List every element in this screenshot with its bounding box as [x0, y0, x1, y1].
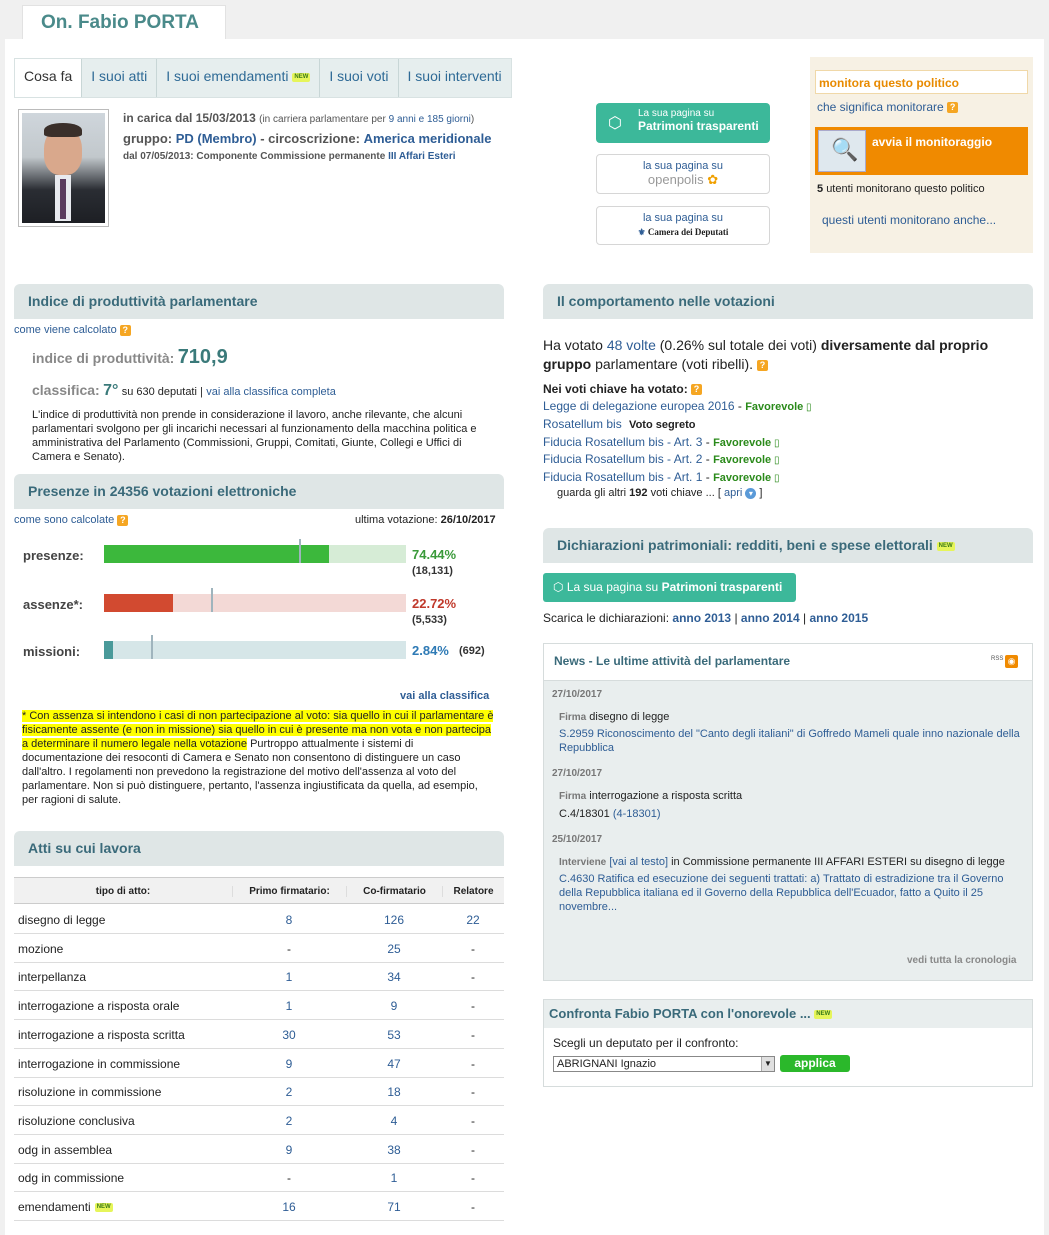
table-row: [14, 1163, 504, 1192]
section-title: Dichiarazioni patrimoniali: redditi, beni e spese elettorali: [557, 537, 933, 553]
co-firmatario-count[interactable]: 38: [387, 1142, 401, 1157]
testo-link[interactable]: [vai al testo]: [609, 856, 669, 868]
compare-header: [544, 1000, 1032, 1028]
presence-bar-fill: [104, 641, 113, 659]
carriera-suffix: ): [470, 114, 475, 125]
circoscrizione-link[interactable]: America meridionale: [363, 131, 492, 146]
co-firmatario-count[interactable]: 4: [390, 1113, 398, 1128]
tab-label: I suoi atti: [91, 68, 148, 84]
relatore-count: -: [471, 970, 475, 985]
primo-firmatario-count[interactable]: 30: [282, 1027, 296, 1042]
section-title: Atti su cui lavora: [28, 840, 141, 856]
table-cell: [346, 970, 442, 984]
atto-type: [18, 1114, 135, 1128]
votes-pct: (0.26% sul totale dei voti): [659, 337, 817, 353]
table-cell: [442, 942, 504, 956]
table-row: [14, 1077, 504, 1106]
thumbs-up-icon: ▯: [803, 402, 812, 413]
thumbs-up-icon: ▯: [771, 438, 780, 449]
relatore-count: -: [471, 1085, 475, 1100]
table-cell: [442, 1057, 504, 1071]
table-row: [14, 1106, 504, 1135]
table-cell: [346, 1200, 442, 1214]
co-firmatario-count[interactable]: 71: [387, 1200, 401, 1214]
presence-count: (692): [459, 645, 485, 657]
tab-cosa-fa[interactable]: [15, 59, 82, 97]
atto-type: [18, 999, 179, 1013]
section-title: Indice di produttività parlamentare: [28, 293, 258, 309]
note-rest: Purtroppo attualmente i sistemi di documentazione dei resoconti di Camera e Senato non consentono di distinguere un caso dall'altro. I regolamenti non prevedono la registrazione del motivo dell'assenza al voto del parlamentare. Non si può distinguere, pertanto, l'assenza ingiustificata da quella, ad esempio, per ragioni di salute.: [22, 738, 478, 806]
co-firmatario-count[interactable]: 9: [390, 999, 398, 1014]
start-monitor-label: avvia il monitoraggio: [872, 135, 993, 149]
apply-button[interactable]: applica: [780, 1055, 850, 1072]
start-monitor-button[interactable]: [815, 127, 1028, 175]
other-votes: [557, 487, 762, 499]
classifica-link[interactable]: vai alla classifica: [400, 690, 490, 702]
table-row: [14, 1135, 504, 1164]
thumbs-up-icon: ▯: [771, 455, 780, 466]
commissione-prefix: dal 07/05/2013: Componente Commissione permanente: [123, 151, 386, 162]
table-cell: [442, 970, 504, 984]
relatore-count: -: [471, 1027, 475, 1042]
openpolis-icon: ✿: [707, 172, 719, 187]
table-cell: [232, 970, 346, 984]
monitor-also-link[interactable]: questi utenti monitorano anche...: [822, 213, 997, 227]
primo-firmatario-count[interactable]: 9: [285, 1142, 293, 1157]
table-row: [14, 1192, 504, 1221]
presence-bar: [104, 641, 406, 659]
new-badge: NEW: [938, 542, 953, 549]
table-row: [14, 1020, 504, 1049]
primo-firmatario-count[interactable]: 1: [285, 999, 293, 1014]
col-tipo: tipo di atto:: [95, 886, 151, 897]
presence-row-label: assenze*:: [23, 597, 83, 612]
year-2014-link[interactable]: anno 2014: [740, 611, 800, 625]
table-cell: [232, 1171, 346, 1185]
button-line2: Patrimoni trasparenti: [638, 119, 759, 133]
key-vote-link[interactable]: Rosatellum bis: [543, 417, 622, 431]
key-vote-value: Favorevole: [713, 454, 772, 466]
presence-row-label: presenze:: [23, 548, 84, 563]
download-years: [543, 611, 868, 625]
col-primo: Primo firmatario:: [232, 886, 346, 897]
patrimoni-trasparenti-button[interactable]: [596, 103, 770, 143]
rank-value: 7°: [103, 382, 119, 399]
presence-count: (18,131): [412, 565, 453, 577]
help-icon[interactable]: ?: [947, 102, 958, 113]
in-carica: in carica dal 15/03/2013: [123, 111, 256, 125]
table-cell: [442, 913, 504, 927]
atto-type-label: odg in assemblea: [18, 1142, 113, 1157]
relatore-count: -: [471, 999, 475, 1014]
assenza-note: [22, 709, 496, 807]
tab-voti[interactable]: [320, 59, 398, 97]
rank-label: classifica:: [32, 382, 100, 398]
news-desc: interrogazione a risposta scritta: [589, 790, 743, 802]
atto-type-label: odg in commissione: [18, 1171, 125, 1186]
page-title: [22, 5, 226, 40]
atto-type: [18, 1143, 112, 1157]
commissione-link[interactable]: III Affari Esteri: [388, 151, 456, 162]
table-cell: [346, 1143, 442, 1157]
atti-table-header: [14, 877, 504, 904]
relatore-count: -: [471, 1200, 475, 1214]
help-icon[interactable]: ?: [691, 384, 702, 395]
atto-type-label: mozione: [18, 941, 64, 956]
others-suffix: voti chiave ... [: [650, 487, 721, 499]
key-vote-value: Voto segreto: [629, 419, 696, 431]
table-cell: [232, 913, 346, 927]
button-bold: Patrimoni trasparenti: [661, 580, 783, 594]
key-vote-separator: -: [702, 470, 714, 484]
last-vote-label: ultima votazione:: [355, 514, 438, 526]
table-row: [14, 962, 504, 991]
co-firmatario-count[interactable]: 18: [387, 1085, 401, 1100]
select-value: ABRIGNANI Ignazio: [557, 1058, 657, 1070]
key-vote-link[interactable]: Fiducia Rosatellum bis - Art. 2: [543, 452, 703, 466]
key-vote-item: [543, 417, 695, 431]
table-cell: [346, 1085, 442, 1099]
monitor-box: [810, 57, 1033, 253]
table-cell: [232, 1114, 346, 1128]
tab-label: I suoi emendamenti: [166, 68, 289, 84]
co-firmatario-count[interactable]: 34: [387, 970, 401, 985]
co-firmatario-count[interactable]: 1: [390, 1171, 398, 1186]
table-cell: [346, 1114, 442, 1128]
others-close: ]: [759, 487, 763, 499]
key-vote-link[interactable]: Fiducia Rosatellum bis - Art. 3: [543, 435, 703, 449]
key-vote-item: [543, 470, 779, 484]
primo-firmatario-count[interactable]: 2: [285, 1085, 293, 1100]
full-ranking-link[interactable]: vai alla classifica completa: [206, 386, 336, 398]
presence-bar: [104, 594, 406, 612]
index-value: 710,9: [177, 346, 228, 368]
others-prefix: guarda gli altri: [557, 487, 627, 499]
monitor-title: monitora questo politico: [815, 70, 1028, 94]
atto-type: [18, 1085, 161, 1099]
camera-icon: ⚜: [637, 227, 646, 237]
relatore-count: -: [471, 1056, 475, 1071]
presence-row-label: missioni:: [23, 644, 81, 659]
primo-firmatario-count[interactable]: 1: [285, 970, 293, 985]
atto-type: [18, 1028, 185, 1042]
presence-bar: [104, 545, 406, 563]
presence-pct: 22.72%: [412, 596, 457, 611]
presence-bar-fill: [104, 545, 329, 563]
table-cell: [346, 913, 442, 927]
news-link[interactable]: (4-18301): [612, 808, 661, 820]
rss-label: RSS: [991, 656, 1004, 662]
new-badge: NEW: [294, 73, 309, 80]
co-firmatario-count[interactable]: 53: [387, 1027, 401, 1042]
compare-label: Scegli un deputato per il confronto:: [553, 1036, 739, 1050]
atto-type-label: emendamenti: [18, 1200, 91, 1214]
table-cell: [232, 1028, 346, 1042]
apri-link[interactable]: apri: [723, 487, 743, 499]
votes-suffix: parlamentare (voti ribelli).: [595, 356, 754, 372]
gruppo-label: gruppo:: [123, 131, 173, 146]
tab-label: I suoi voti: [329, 68, 389, 84]
full-history-link[interactable]: vedi tutta la cronologia: [907, 955, 1017, 966]
key-vote-item: [543, 452, 779, 466]
monitor-count: 5: [817, 183, 824, 195]
news-link[interactable]: C.4630 Ratifica ed esecuzione dei seguenti trattati: a) Trattato di estradizione tra il Governo della Repubblica italiana ed il Governo della Repubblica dell'Ecuador, fatto a Quito il 25 novembre...: [559, 873, 1004, 913]
openpolis-button[interactable]: [596, 154, 770, 194]
politician-name: On. Fabio PORTA: [41, 12, 199, 33]
button-line1: la sua pagina su: [642, 160, 724, 172]
camera-deputati-button[interactable]: [596, 206, 770, 245]
rank-of: su 630 deputati |: [121, 386, 203, 398]
presence-count: (5,533): [412, 614, 447, 626]
atto-type: [18, 913, 105, 927]
patrimoni-button[interactable]: [543, 573, 796, 602]
key-vote-link[interactable]: Legge di delegazione europea 2016: [543, 399, 735, 413]
key-vote-separator: [622, 417, 625, 431]
primo-firmatario-count: -: [287, 941, 291, 956]
average-marker: [151, 635, 153, 659]
table-cell: [442, 999, 504, 1013]
relatore-count[interactable]: 22: [466, 913, 480, 927]
key-vote-item: [543, 399, 812, 413]
help-icon[interactable]: ?: [117, 515, 128, 526]
votazioni-header: [543, 284, 1033, 319]
rss-icon[interactable]: ◉: [1005, 655, 1018, 668]
presenze-header: [14, 474, 504, 509]
table-cell: [442, 1200, 504, 1214]
primo-firmatario-count: -: [287, 1171, 291, 1186]
profile-info: [123, 111, 583, 162]
primo-firmatario-count[interactable]: 9: [285, 1056, 293, 1071]
what-is-monitor-link[interactable]: che significa monitorare: [817, 100, 944, 114]
rebel-votes-link[interactable]: 48 volte: [606, 337, 656, 353]
news-item: [559, 710, 1029, 755]
atto-type: [18, 942, 63, 956]
atto-type-label: interrogazione in commissione: [18, 1056, 181, 1071]
separator: |: [734, 611, 738, 625]
relatore-count: -: [471, 1113, 475, 1128]
atto-type-label: risoluzione conclusiva: [18, 1113, 135, 1128]
presence-bar-fill: [104, 594, 173, 612]
expand-icon[interactable]: ▾: [745, 488, 756, 499]
tab-atti[interactable]: [82, 59, 157, 97]
key-vote-separator: -: [734, 399, 746, 413]
separator: |: [802, 611, 807, 625]
key-vote-item: [543, 435, 779, 449]
relatore-count: -: [471, 1142, 475, 1157]
table-cell: [346, 1171, 442, 1185]
camera-logo: Camera dei Deputati: [647, 227, 729, 237]
average-marker: [299, 539, 301, 563]
table-cell: [442, 1171, 504, 1185]
presence-pct: 2.84%: [412, 643, 449, 658]
atto-type-label: interrogazione a risposta orale: [18, 999, 180, 1014]
atto-type: [18, 1171, 124, 1185]
tab-bar: [14, 58, 512, 98]
carriera-link[interactable]: 9 anni e 185 giorni: [388, 114, 471, 125]
primo-firmatario-count[interactable]: 16: [282, 1200, 296, 1214]
cube-icon: ⬡: [553, 580, 564, 594]
others-count: 192: [629, 487, 648, 499]
col-relatore: Relatore: [442, 886, 504, 897]
atti-header: [14, 831, 504, 866]
last-vote-date: 26/10/2017: [440, 514, 496, 526]
table-cell: [232, 1085, 346, 1099]
thumbs-up-icon: ▯: [771, 473, 780, 484]
news-box: [543, 643, 1033, 981]
table-cell: [232, 999, 346, 1013]
key-vote-link[interactable]: Fiducia Rosatellum bis - Art. 1: [543, 470, 703, 484]
table-cell: [346, 1028, 442, 1042]
gruppo-link[interactable]: PD (Membro): [175, 131, 257, 146]
news-date: 27/10/2017: [552, 689, 603, 700]
average-marker: [211, 588, 213, 612]
news-desc: in Commissione permanente III AFFARI ESTERI su disegno di legge: [671, 856, 1005, 868]
atto-type-label: interpellanza: [18, 970, 87, 985]
button-pre: La sua pagina su: [566, 580, 659, 594]
votes-bold: diversamente dal proprio gruppo: [543, 337, 989, 372]
monitor-icon: 🔍: [818, 130, 866, 172]
deputy-select[interactable]: [553, 1056, 775, 1072]
button-line1: La sua pagina su: [638, 108, 715, 119]
politician-photo: [18, 109, 109, 227]
key-vote-value: Favorevole: [713, 472, 772, 484]
table-cell: [346, 1057, 442, 1071]
news-kind: Interviene: [559, 857, 607, 868]
compare-box: [543, 999, 1033, 1087]
tab-emendamenti[interactable]: [157, 59, 320, 97]
chevron-down-icon[interactable]: ▼: [761, 1057, 774, 1071]
co-firmatario-count[interactable]: 126: [383, 913, 405, 927]
help-icon[interactable]: ?: [757, 360, 768, 371]
table-cell: [346, 999, 442, 1013]
year-2013-link[interactable]: anno 2013: [672, 611, 732, 625]
key-vote-separator: -: [702, 452, 714, 466]
news-kind: Firma: [559, 712, 587, 723]
table-cell: [232, 942, 346, 956]
table-row: [14, 905, 504, 934]
table-cell: [346, 942, 442, 956]
section-title: Presenze in 24356 votazioni elettroniche: [28, 483, 297, 499]
index-label: indice di produttività:: [32, 350, 175, 366]
note-highlight: * Con assenza si intendono i casi di non partecipazione al voto: sia quello in cui il parlamentare è fisicamente assente (e non in missione) sia quello in cui è presente ma non vota e non partecipa a determinare il numero legale nella votazione: [22, 710, 494, 750]
votes-prefix: Ha votato: [543, 337, 603, 353]
news-item: [559, 789, 1029, 821]
primo-firmatario-count[interactable]: 8: [285, 913, 293, 927]
table-cell: [442, 1114, 504, 1128]
key-vote-separator: -: [702, 435, 714, 449]
atto-type-label: interrogazione a risposta scritta: [18, 1027, 185, 1042]
news-link[interactable]: S.2959 Riconoscimento del "Canto degli italiani" di Goffredo Mameli quale inno nazionale della Repubblica: [559, 728, 1020, 754]
new-badge: NEW: [96, 1204, 111, 1211]
news-item: [559, 855, 1024, 914]
how-calculated-link[interactable]: come sono calcolate: [14, 514, 115, 526]
table-row: [14, 1049, 504, 1078]
cube-icon: ⬡: [608, 115, 622, 132]
news-date: 25/10/2017: [552, 834, 603, 845]
news-header: [544, 644, 1032, 681]
key-votes-title: Nei voti chiave ha votato:: [543, 382, 688, 396]
new-badge: NEW: [816, 1011, 831, 1018]
atto-type-label: disegno di legge: [18, 913, 106, 927]
carriera-prefix: (in carriera parlamentare per: [259, 114, 389, 125]
tab-label: I suoi interventi: [407, 68, 502, 84]
how-calculated-link[interactable]: come viene calcolato: [14, 324, 117, 336]
atto-type-label: risoluzione in commissione: [18, 1085, 162, 1100]
col-co: Co-firmatario: [346, 886, 442, 897]
news-code: C.4/18301: [559, 808, 610, 820]
co-firmatario-count[interactable]: 25: [387, 941, 401, 956]
key-vote-value: Favorevole: [745, 401, 804, 413]
circ-label: - circoscrizione:: [260, 131, 360, 146]
year-2015-link[interactable]: anno 2015: [809, 611, 869, 625]
tab-label: Cosa fa: [24, 68, 73, 84]
key-vote-value: Favorevole: [713, 437, 772, 449]
news-desc: disegno di legge: [589, 711, 670, 723]
relatore-count: -: [471, 941, 475, 956]
table-cell: [442, 1028, 504, 1042]
news-title: News - Le ultime attività del parlamentare: [554, 654, 791, 668]
presence-pct: 74.44%: [412, 547, 457, 562]
news-kind: Firma: [559, 791, 587, 802]
productivity-header: [14, 284, 504, 319]
dichiarazioni-header: [543, 528, 1033, 563]
tab-interventi[interactable]: [399, 59, 511, 97]
compare-title: Confronta Fabio PORTA con l'onorevole ...: [549, 1006, 811, 1021]
news-date: 27/10/2017: [552, 768, 603, 779]
section-title: Il comportamento nelle votazioni: [557, 293, 775, 309]
productivity-note: L'indice di produttività non prende in considerazione il lavoro, anche rilevante, che alcuni parlamentari svolgono per gli incarichi necessari al funzionamento della macchina politica e amministrativa del Parlamento (Commissioni, Gruppi, Comitati, Giunte, Collegi e Uffici di Camera e Senato).: [32, 409, 477, 463]
primo-firmatario-count[interactable]: 2: [285, 1113, 293, 1128]
co-firmatario-count[interactable]: 47: [387, 1056, 401, 1071]
table-cell: [232, 1057, 346, 1071]
atto-type: [18, 970, 86, 984]
rebel-votes-text: [543, 336, 1023, 374]
atto-type: [18, 1200, 113, 1214]
relatore-count: -: [471, 1171, 475, 1186]
table-cell: [232, 1200, 346, 1214]
button-line1: la sua pagina su: [642, 212, 724, 224]
atto-type: [18, 1057, 180, 1071]
table-cell: [232, 1143, 346, 1157]
scarica-label: Scarica le dichiarazioni:: [543, 611, 670, 625]
table-row: [14, 934, 504, 963]
table-row: [14, 991, 504, 1020]
openpolis-logo: openpolis: [647, 172, 704, 187]
help-icon[interactable]: ?: [120, 325, 131, 336]
monitor-count-text: utenti monitorano questo politico: [826, 183, 985, 195]
table-cell: [442, 1143, 504, 1157]
table-cell: [442, 1085, 504, 1099]
